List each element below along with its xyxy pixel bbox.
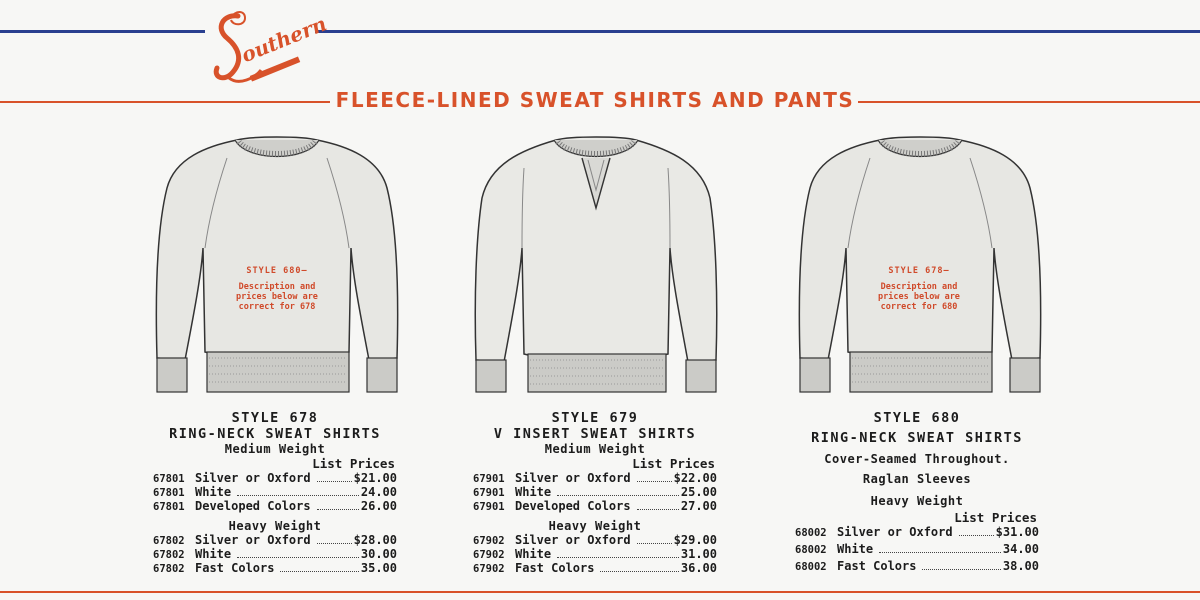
item-price: 35.00 <box>360 561 397 575</box>
item-price: $28.00 <box>353 533 397 547</box>
leader-dots <box>317 509 359 510</box>
leader-dots <box>557 495 679 496</box>
price-row <box>473 547 717 561</box>
price-row <box>153 533 397 547</box>
note-title: STYLE 680— <box>246 266 308 276</box>
item-code: 67802 <box>153 535 185 547</box>
item-price: 34.00 <box>1002 542 1039 556</box>
top-blue-rule <box>0 30 1200 33</box>
item-price: 27.00 <box>680 499 717 513</box>
weight-heading: Medium Weight <box>224 442 326 456</box>
leader-dots <box>922 569 1000 570</box>
weight-heading: Medium Weight <box>544 442 646 456</box>
item-price: 31.00 <box>680 547 717 561</box>
item-desc: Silver or Oxford <box>837 525 953 539</box>
item-code: 67901 <box>473 473 505 485</box>
price-row <box>473 561 717 575</box>
leader-dots <box>637 509 679 510</box>
item-price: 36.00 <box>680 561 717 575</box>
style-number: STYLE 680 <box>873 410 961 426</box>
product-column-680 <box>795 410 1039 576</box>
item-code: 67901 <box>473 501 505 513</box>
item-code: 68002 <box>795 527 827 539</box>
leader-dots <box>317 481 352 482</box>
leader-dots <box>317 543 352 544</box>
item-desc: Fast Colors <box>515 561 595 575</box>
list-prices-label: List Prices <box>954 510 1037 525</box>
headline-rule-right <box>858 101 1200 103</box>
price-row <box>473 471 717 485</box>
item-code: 67801 <box>153 487 185 499</box>
sweatshirt-illustration-678 <box>147 128 407 398</box>
leader-dots <box>959 535 994 536</box>
item-code: 67802 <box>153 563 185 575</box>
leader-dots <box>879 552 1001 553</box>
product-name: RING-NECK SWEAT SHIRTS <box>811 430 1023 446</box>
item-code: 67902 <box>473 535 505 547</box>
list-prices-label: List Prices <box>312 456 395 471</box>
item-code: 67801 <box>153 501 185 513</box>
item-desc: White <box>837 542 874 556</box>
leader-dots <box>557 557 679 558</box>
item-desc: Silver or Oxford <box>515 471 631 485</box>
item-desc: White <box>195 547 232 561</box>
correction-note-right <box>864 266 974 312</box>
weight-heading: Heavy Weight <box>548 519 642 533</box>
leader-dots <box>237 557 359 558</box>
product-name: RING-NECK SWEAT SHIRTS <box>169 426 381 442</box>
price-row <box>153 547 397 561</box>
note-body: Description and prices below are correct for 680 <box>878 282 960 312</box>
headline-rule-left <box>0 101 330 103</box>
price-row <box>795 542 1039 559</box>
weight-heading: Heavy Weight <box>228 519 322 533</box>
item-price: $22.00 <box>673 471 717 485</box>
item-code: 68002 <box>795 561 827 573</box>
item-price: $21.00 <box>353 471 397 485</box>
price-row <box>473 485 717 499</box>
item-desc: Fast Colors <box>837 559 917 573</box>
item-price: 38.00 <box>1002 559 1039 573</box>
list-prices-label: List Prices <box>632 456 715 471</box>
price-row <box>153 499 397 513</box>
southern-logo <box>205 8 330 90</box>
item-desc: Silver or Oxford <box>195 533 311 547</box>
note-title: STYLE 678— <box>888 266 950 276</box>
style-number: STYLE 679 <box>551 410 639 426</box>
item-code: 67801 <box>153 473 185 485</box>
product-column-678 <box>153 410 397 575</box>
item-code: 67902 <box>473 563 505 575</box>
weight-heading: Heavy Weight <box>870 494 964 508</box>
leader-dots <box>280 571 358 572</box>
item-code: 67902 <box>473 549 505 561</box>
leader-dots <box>637 481 672 482</box>
svg-text:outhern: outhern <box>237 11 330 68</box>
item-desc: White <box>195 485 232 499</box>
item-desc: Silver or Oxford <box>515 533 631 547</box>
item-price: 25.00 <box>680 485 717 499</box>
item-desc: White <box>515 485 552 499</box>
leader-dots <box>600 571 678 572</box>
item-desc: Developed Colors <box>515 499 631 513</box>
price-row <box>795 559 1039 576</box>
sweatshirt-illustration-679 <box>466 128 726 398</box>
item-code: 68002 <box>795 544 827 556</box>
price-row <box>473 533 717 547</box>
item-code: 67901 <box>473 487 505 499</box>
price-row <box>473 499 717 513</box>
item-price: 24.00 <box>360 485 397 499</box>
price-row <box>795 525 1039 542</box>
price-row <box>153 485 397 499</box>
item-desc: Developed Colors <box>195 499 311 513</box>
item-price: $31.00 <box>995 525 1039 539</box>
style-number: STYLE 678 <box>231 410 319 426</box>
leader-dots <box>637 543 672 544</box>
item-price: 26.00 <box>360 499 397 513</box>
product-name: V INSERT SWEAT SHIRTS <box>493 426 697 442</box>
item-desc: Fast Colors <box>195 561 275 575</box>
page-title: FLEECE-LINED SWEAT SHIRTS AND PANTS <box>335 88 855 112</box>
correction-note-left <box>222 266 332 312</box>
item-desc: Silver or Oxford <box>195 471 311 485</box>
product-column-679 <box>473 410 717 575</box>
item-code: 67802 <box>153 549 185 561</box>
feature-line: Cover-Seamed Throughout. <box>824 452 1010 466</box>
sweatshirt-illustration-680 <box>790 128 1050 398</box>
feature-line: Raglan Sleeves <box>862 472 972 486</box>
item-price: $29.00 <box>673 533 717 547</box>
note-body: Description and prices below are correct for 678 <box>236 282 318 312</box>
bottom-red-rule <box>0 591 1200 593</box>
southern-logo-icon <box>205 8 330 90</box>
item-desc: White <box>515 547 552 561</box>
leader-dots <box>237 495 359 496</box>
price-row <box>153 471 397 485</box>
price-row <box>153 561 397 575</box>
item-price: 30.00 <box>360 547 397 561</box>
